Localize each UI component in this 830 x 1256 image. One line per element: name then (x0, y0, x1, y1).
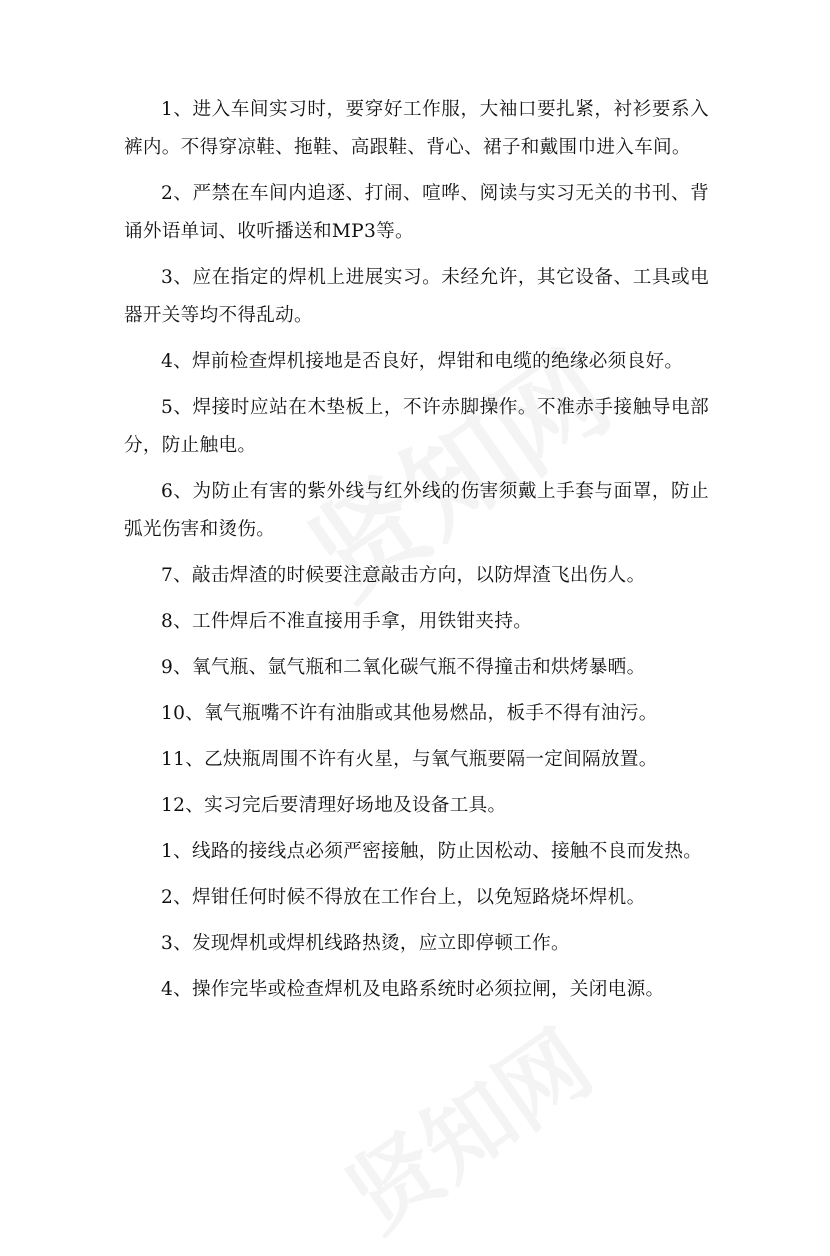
paragraph-13: 1、线路的接线点必须严密接触，防止因松动、接触不良而发热。 (161, 841, 703, 862)
paragraph-7: 7、敲击焊渣的时候要注意敲击方向，以防焊渣飞出伤人。 (161, 565, 646, 586)
document-body (124, 91, 709, 1017)
paragraph-15: 3、发现焊机或焊机线路热烫，应立即停顿工作。 (161, 933, 570, 954)
paragraph-14: 2、焊钳任何时候不得放在工作台上，以免短路烧坏焊机。 (161, 887, 646, 908)
paragraph-10: 10、氧气瓶嘴不许有油脂或其他易燃品，板手不得有油污。 (161, 703, 658, 724)
paragraph-6: 6、为防止有害的紫外线与红外线的伤害须戴上手套与面罩，防止弧光伤害和烫伤。 (124, 481, 709, 540)
paragraph-5: 5、焊接时应站在木垫板上，不许赤脚操作。不准赤手接触导电部分，防止触电。 (124, 397, 709, 456)
paragraph-16: 4、操作完毕或检查焊机及电路系统时必须拉闸，关闭电源。 (161, 979, 665, 1000)
watermark-bottom (317, 994, 613, 1255)
paragraph-2: 2、严禁在车间内追逐、打闹、喧哗、阅读与实习无关的书刊、背诵外语单词、收听播送和MP3等。 (124, 183, 709, 242)
paragraph-1: 1、进入车间实习时，要穿好工作服，大袖口要扎紧，衬衫要系入裤内。不得穿凉鞋、拖鞋、高跟鞋、背心、裙子和戴围巾进入车间。 (124, 99, 709, 158)
paragraph-9: 9、氧气瓶、氩气瓶和二氧化碳气瓶不得撞击和烘烤暴晒。 (161, 657, 646, 678)
paragraph-11: 11、乙炔瓶周围不许有火星，与氧气瓶要隔一定间隔放置。 (161, 749, 658, 770)
paragraph-8: 8、工件焊后不准直接用手拿，用铁钳夹持。 (161, 611, 533, 632)
paragraph-4: 4、焊前检查焊机接地是否良好，焊钳和电缆的绝缘必须良好。 (161, 351, 684, 372)
paragraph-12: 12、实习完后要清理好场地及设备工具。 (161, 795, 507, 816)
paragraph-3: 3、应在指定的焊机上进展实习。未经允许，其它设备、工具或电器开关等均不得乱动。 (124, 267, 709, 326)
